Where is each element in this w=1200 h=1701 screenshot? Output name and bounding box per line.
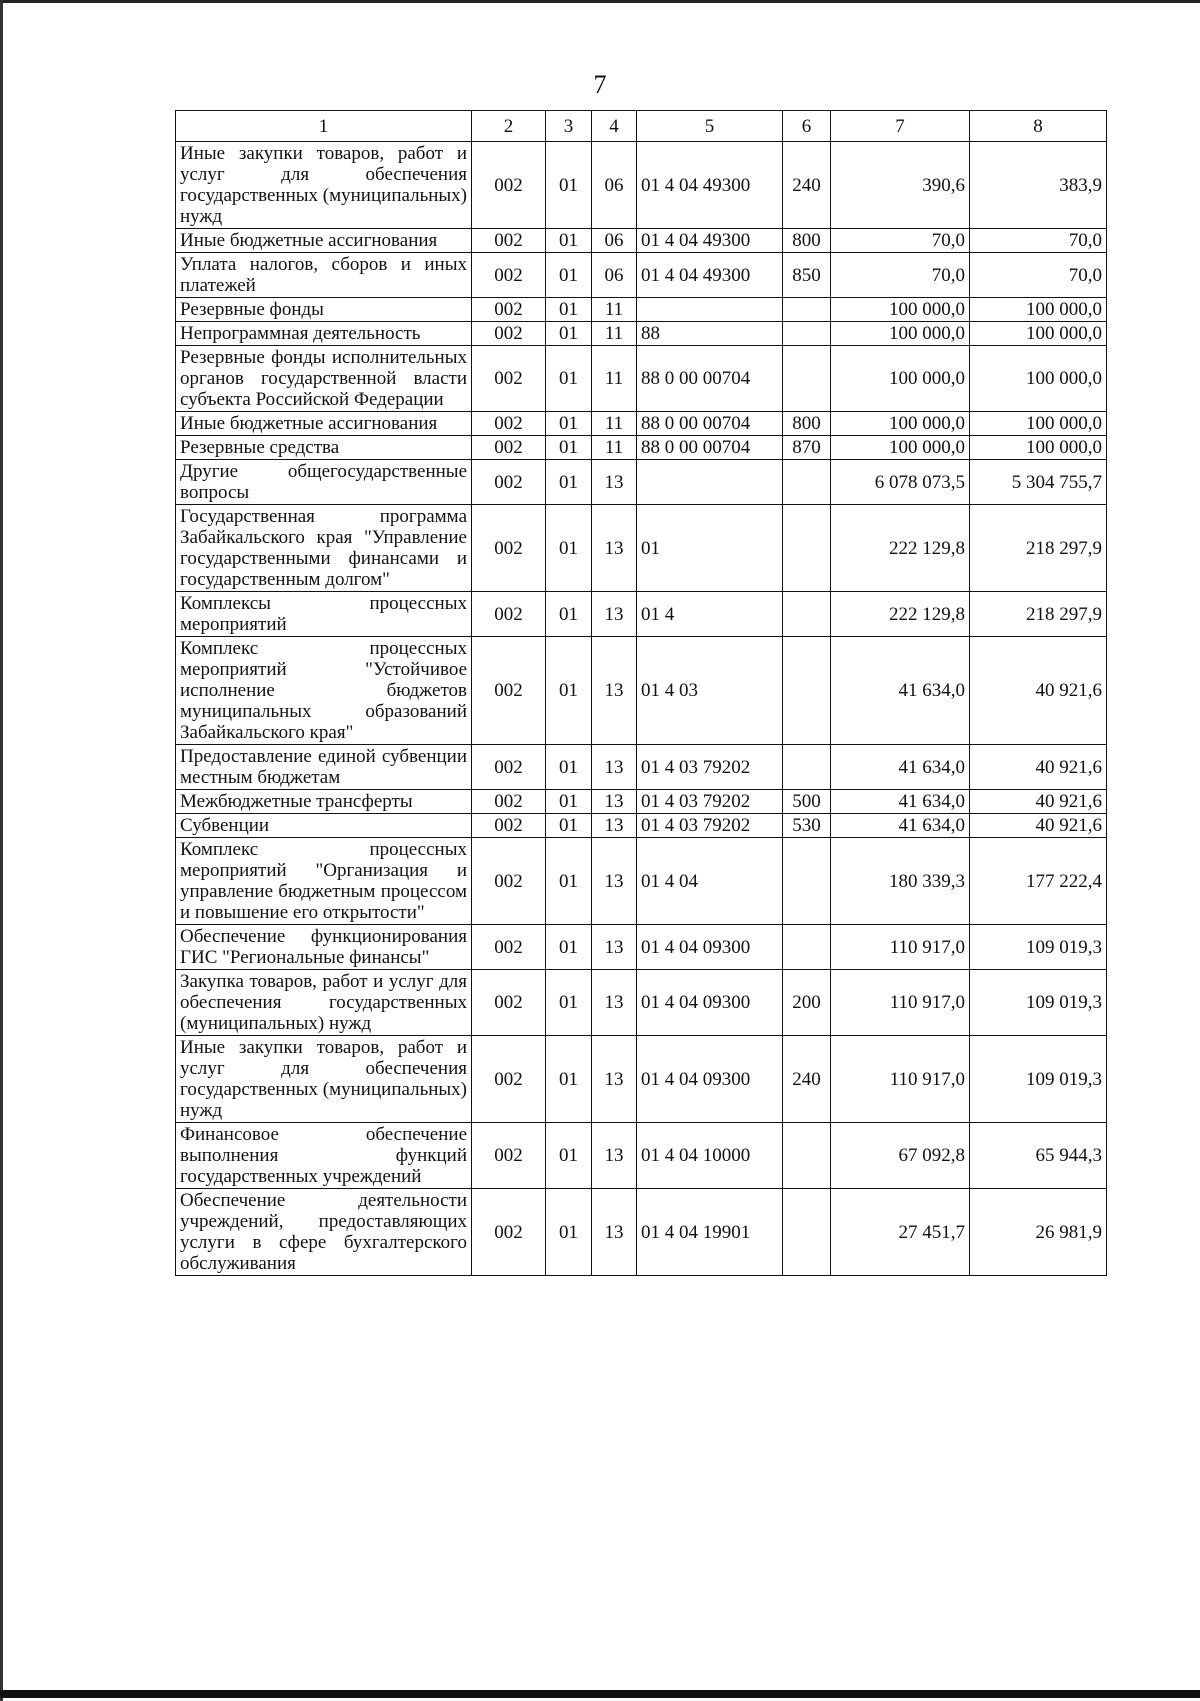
row-code-target: 01 4 04 09300 (637, 970, 783, 1036)
column-header: 4 (592, 111, 637, 142)
table-row (176, 838, 1107, 925)
row-code-ministry: 002 (472, 637, 546, 745)
row-code-target: 01 4 04 (637, 838, 783, 925)
row-code-ministry: 002 (472, 1036, 546, 1123)
row-code-ministry: 002 (472, 346, 546, 412)
table-row (176, 229, 1107, 253)
row-code-section: 01 (546, 814, 592, 838)
row-code-ministry: 002 (472, 592, 546, 637)
row-code-subsection: 11 (592, 322, 637, 346)
table-row (176, 322, 1107, 346)
row-amount-year1: 70,0 (831, 229, 970, 253)
row-amount-year1: 41 634,0 (831, 790, 970, 814)
row-code-target: 88 0 00 00704 (637, 412, 783, 436)
row-code-ministry: 002 (472, 412, 546, 436)
row-amount-year2: 100 000,0 (970, 322, 1107, 346)
row-name: Иные закупки товаров, работ и услуг для обеспечения государственных (муниципальных) нужд (176, 1036, 472, 1123)
row-code-subsection: 13 (592, 505, 637, 592)
row-code-section: 01 (546, 745, 592, 790)
row-amount-year2: 5 304 755,7 (970, 460, 1107, 505)
row-amount-year2: 100 000,0 (970, 346, 1107, 412)
table-row (176, 970, 1107, 1036)
row-code-expense-type: 870 (783, 436, 831, 460)
table-row (176, 925, 1107, 970)
row-name: Комплексы процессных мероприятий (176, 592, 472, 637)
row-amount-year2: 70,0 (970, 253, 1107, 298)
row-amount-year1: 100 000,0 (831, 322, 970, 346)
row-code-section: 01 (546, 229, 592, 253)
row-code-ministry: 002 (472, 970, 546, 1036)
row-code-expense-type (783, 925, 831, 970)
row-amount-year1: 27 451,7 (831, 1189, 970, 1276)
column-header: 7 (831, 111, 970, 142)
row-code-section: 01 (546, 790, 592, 814)
row-code-ministry: 002 (472, 253, 546, 298)
row-amount-year1: 41 634,0 (831, 637, 970, 745)
row-code-ministry: 002 (472, 838, 546, 925)
row-name: Резервные фонды (176, 298, 472, 322)
row-amount-year2: 40 921,6 (970, 814, 1107, 838)
row-amount-year2: 109 019,3 (970, 1036, 1107, 1123)
row-amount-year2: 100 000,0 (970, 412, 1107, 436)
row-code-expense-type: 200 (783, 970, 831, 1036)
row-code-expense-type (783, 460, 831, 505)
row-name: Иные бюджетные ассигнования (176, 229, 472, 253)
row-code-expense-type: 800 (783, 229, 831, 253)
row-code-section: 01 (546, 1123, 592, 1189)
row-code-subsection: 13 (592, 838, 637, 925)
row-code-target: 01 4 03 (637, 637, 783, 745)
row-code-ministry: 002 (472, 1189, 546, 1276)
row-code-section: 01 (546, 925, 592, 970)
table-row (176, 298, 1107, 322)
row-code-subsection: 13 (592, 814, 637, 838)
row-name: Резервные средства (176, 436, 472, 460)
row-amount-year2: 177 222,4 (970, 838, 1107, 925)
row-code-section: 01 (546, 412, 592, 436)
row-code-expense-type: 500 (783, 790, 831, 814)
row-amount-year2: 109 019,3 (970, 925, 1107, 970)
table-row (176, 142, 1107, 229)
row-amount-year2: 40 921,6 (970, 637, 1107, 745)
row-amount-year1: 110 917,0 (831, 925, 970, 970)
row-code-subsection: 13 (592, 1189, 637, 1276)
row-code-ministry: 002 (472, 925, 546, 970)
row-name: Субвенции (176, 814, 472, 838)
row-code-target: 01 4 04 09300 (637, 1036, 783, 1123)
row-code-ministry: 002 (472, 505, 546, 592)
row-code-target (637, 298, 783, 322)
budget-table (175, 110, 1107, 1276)
row-code-ministry: 002 (472, 229, 546, 253)
scan-edge-bottom (0, 1690, 1200, 1698)
row-code-subsection: 13 (592, 970, 637, 1036)
row-code-target: 88 0 00 00704 (637, 436, 783, 460)
row-code-target: 01 4 04 49300 (637, 142, 783, 229)
row-code-target: 01 4 04 10000 (637, 1123, 783, 1189)
row-amount-year1: 110 917,0 (831, 1036, 970, 1123)
table-header-row (176, 111, 1107, 142)
row-code-expense-type: 850 (783, 253, 831, 298)
row-code-section: 01 (546, 346, 592, 412)
row-code-subsection: 11 (592, 346, 637, 412)
column-header: 5 (637, 111, 783, 142)
row-code-subsection: 13 (592, 745, 637, 790)
row-code-subsection: 06 (592, 229, 637, 253)
row-code-section: 01 (546, 436, 592, 460)
row-code-subsection: 13 (592, 1123, 637, 1189)
row-amount-year2: 40 921,6 (970, 745, 1107, 790)
row-code-target (637, 460, 783, 505)
table-row (176, 592, 1107, 637)
row-code-subsection: 13 (592, 925, 637, 970)
row-amount-year1: 100 000,0 (831, 436, 970, 460)
row-name: Закупка товаров, работ и услуг для обеспечения государственных (муниципальных) нужд (176, 970, 472, 1036)
row-name: Комплекс процессных мероприятий "Устойчивое исполнение бюджетов муниципальных образований Забайкальского края" (176, 637, 472, 745)
row-amount-year2: 218 297,9 (970, 505, 1107, 592)
row-code-target: 88 0 00 00704 (637, 346, 783, 412)
row-code-subsection: 13 (592, 637, 637, 745)
row-code-ministry: 002 (472, 142, 546, 229)
row-code-target: 01 4 03 79202 (637, 790, 783, 814)
row-amount-year1: 390,6 (831, 142, 970, 229)
column-header: 1 (176, 111, 472, 142)
table-row (176, 505, 1107, 592)
row-code-section: 01 (546, 505, 592, 592)
column-header: 3 (546, 111, 592, 142)
row-code-ministry: 002 (472, 814, 546, 838)
row-code-expense-type (783, 298, 831, 322)
row-code-section: 01 (546, 460, 592, 505)
row-name: Иные закупки товаров, работ и услуг для обеспечения государственных (муниципальных) нужд (176, 142, 472, 229)
row-code-subsection: 11 (592, 412, 637, 436)
row-name: Финансовое обеспечение выполнения функций государственных учреждений (176, 1123, 472, 1189)
scan-edge-top (0, 0, 1200, 3)
row-amount-year1: 100 000,0 (831, 346, 970, 412)
table-row (176, 412, 1107, 436)
row-amount-year2: 383,9 (970, 142, 1107, 229)
page-number: 7 (593, 70, 607, 99)
row-amount-year1: 6 078 073,5 (831, 460, 970, 505)
row-code-target: 01 4 04 49300 (637, 229, 783, 253)
row-amount-year1: 100 000,0 (831, 298, 970, 322)
row-code-ministry: 002 (472, 322, 546, 346)
row-code-target: 01 (637, 505, 783, 592)
row-code-ministry: 002 (472, 298, 546, 322)
row-name: Другие общегосударственные вопросы (176, 460, 472, 505)
table-row (176, 745, 1107, 790)
row-code-subsection: 13 (592, 460, 637, 505)
row-code-expense-type (783, 838, 831, 925)
row-amount-year1: 180 339,3 (831, 838, 970, 925)
row-name: Непрограммная деятельность (176, 322, 472, 346)
row-code-section: 01 (546, 298, 592, 322)
row-code-section: 01 (546, 838, 592, 925)
row-amount-year1: 110 917,0 (831, 970, 970, 1036)
row-name: Уплата налогов, сборов и иных платежей (176, 253, 472, 298)
table-row (176, 790, 1107, 814)
row-code-section: 01 (546, 142, 592, 229)
row-amount-year1: 70,0 (831, 253, 970, 298)
row-amount-year2: 65 944,3 (970, 1123, 1107, 1189)
row-name: Межбюджетные трансферты (176, 790, 472, 814)
row-code-target: 01 4 03 79202 (637, 745, 783, 790)
row-code-section: 01 (546, 637, 592, 745)
row-code-ministry: 002 (472, 436, 546, 460)
row-amount-year1: 41 634,0 (831, 745, 970, 790)
row-code-ministry: 002 (472, 460, 546, 505)
row-code-subsection: 11 (592, 436, 637, 460)
table-row (176, 1123, 1107, 1189)
column-header: 6 (783, 111, 831, 142)
table-row (176, 436, 1107, 460)
table-row (176, 346, 1107, 412)
row-code-section: 01 (546, 970, 592, 1036)
row-code-ministry: 002 (472, 745, 546, 790)
table-row (176, 814, 1107, 838)
row-amount-year2: 109 019,3 (970, 970, 1107, 1036)
table-row (176, 637, 1107, 745)
row-name: Иные бюджетные ассигнования (176, 412, 472, 436)
row-name: Предоставление единой субвенции местным бюджетам (176, 745, 472, 790)
column-header: 2 (472, 111, 546, 142)
row-code-section: 01 (546, 322, 592, 346)
row-name: Государственная программа Забайкальского края "Управление государственными финансами и государственным долгом" (176, 505, 472, 592)
row-code-target: 01 4 03 79202 (637, 814, 783, 838)
row-code-expense-type (783, 505, 831, 592)
row-code-target: 01 4 04 09300 (637, 925, 783, 970)
row-code-ministry: 002 (472, 790, 546, 814)
row-code-expense-type (783, 1189, 831, 1276)
table-row (176, 1189, 1107, 1276)
row-code-expense-type (783, 346, 831, 412)
row-code-expense-type: 240 (783, 142, 831, 229)
table-row (176, 460, 1107, 505)
row-code-subsection: 06 (592, 253, 637, 298)
row-amount-year2: 26 981,9 (970, 1189, 1107, 1276)
row-code-subsection: 06 (592, 142, 637, 229)
table-row (176, 1036, 1107, 1123)
row-name: Обеспечение деятельности учреждений, предоставляющих услуги в сфере бухгалтерского обслуживания (176, 1189, 472, 1276)
row-code-subsection: 13 (592, 592, 637, 637)
row-amount-year1: 222 129,8 (831, 592, 970, 637)
row-code-subsection: 11 (592, 298, 637, 322)
row-amount-year2: 100 000,0 (970, 298, 1107, 322)
row-amount-year1: 67 092,8 (831, 1123, 970, 1189)
row-code-expense-type (783, 592, 831, 637)
row-code-target: 01 4 04 49300 (637, 253, 783, 298)
row-code-subsection: 13 (592, 1036, 637, 1123)
row-code-section: 01 (546, 1036, 592, 1123)
row-amount-year1: 222 129,8 (831, 505, 970, 592)
scan-edge-left (0, 0, 3, 1701)
row-code-target: 01 4 (637, 592, 783, 637)
row-code-subsection: 13 (592, 790, 637, 814)
row-code-expense-type: 800 (783, 412, 831, 436)
row-code-expense-type: 240 (783, 1036, 831, 1123)
row-amount-year2: 100 000,0 (970, 436, 1107, 460)
row-name: Комплекс процессных мероприятий "Организация и управление бюджетным процессом и повышение его открытости" (176, 838, 472, 925)
row-code-target: 88 (637, 322, 783, 346)
table-row (176, 253, 1107, 298)
row-amount-year1: 41 634,0 (831, 814, 970, 838)
row-name: Обеспечение функционирования ГИС "Региональные финансы" (176, 925, 472, 970)
row-code-ministry: 002 (472, 1123, 546, 1189)
row-code-expense-type (783, 637, 831, 745)
row-amount-year2: 70,0 (970, 229, 1107, 253)
row-code-expense-type (783, 1123, 831, 1189)
row-amount-year2: 40 921,6 (970, 790, 1107, 814)
row-code-expense-type (783, 322, 831, 346)
row-name: Резервные фонды исполнительных органов государственной власти субъекта Российской Федерации (176, 346, 472, 412)
column-header: 8 (970, 111, 1107, 142)
table-body (176, 142, 1107, 1276)
row-code-expense-type: 530 (783, 814, 831, 838)
row-amount-year1: 100 000,0 (831, 412, 970, 436)
row-code-section: 01 (546, 592, 592, 637)
row-code-section: 01 (546, 253, 592, 298)
row-code-target: 01 4 04 19901 (637, 1189, 783, 1276)
row-code-expense-type (783, 745, 831, 790)
row-code-section: 01 (546, 1189, 592, 1276)
row-amount-year2: 218 297,9 (970, 592, 1107, 637)
